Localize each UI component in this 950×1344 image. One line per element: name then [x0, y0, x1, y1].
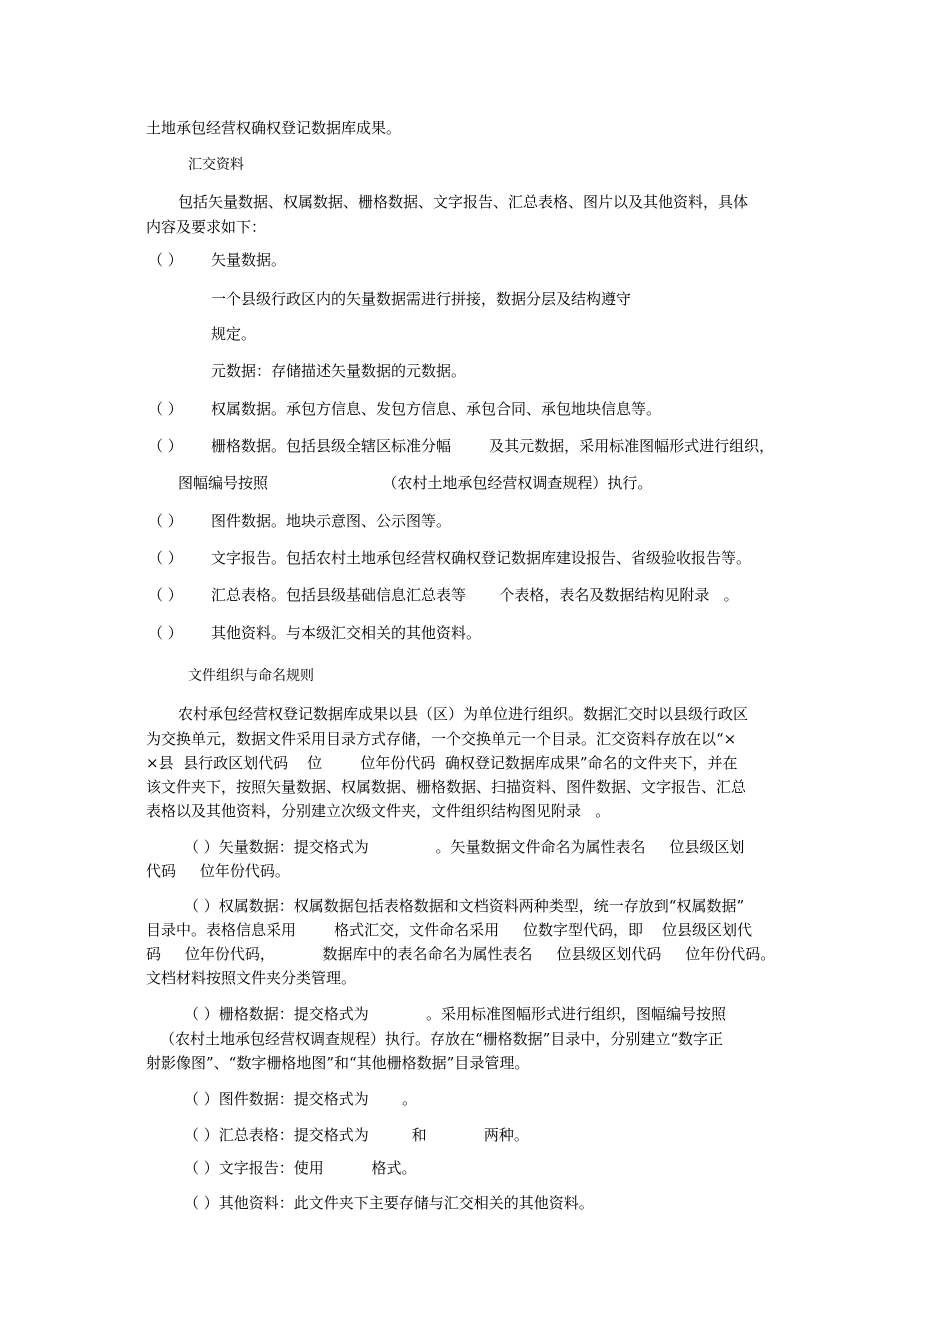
text-line: 目录中。表格信息采用 格式汇交，文件命名采用 位数字型代码，即 位县级区划代	[146, 921, 753, 939]
text-line: ×县 县行政区划代码 位 位年份代码 确权登记数据库成果”命名的文件夹下，并在	[146, 754, 738, 772]
text-line: 码 位年份代码， 数据库中的表名命名为属性表名 位县级区划代码 位年份代码。	[146, 945, 776, 963]
list-item: 汇总表格。包括县级基础信息汇总表等 个表格，表名及数据结构见附录 。	[211, 586, 739, 604]
list-marker: （ ）	[148, 586, 183, 604]
text-line: 农村承包经营权登记数据库成果以县（区）为单位进行组织。数据汇交时以县级行政区	[178, 705, 749, 723]
list-marker: （ ）	[148, 437, 183, 455]
list-marker: （ ）	[148, 251, 183, 269]
list-marker: （ ）	[148, 624, 183, 642]
text-line: （ ）汇总表格：提交格式为 和 两种。	[184, 1126, 529, 1144]
text-line: 包括矢量数据、权属数据、栅格数据、文字报告、汇总表格、图片以及其他资料，具体	[178, 193, 749, 211]
text-line: 文档材料按照文件夹分类管理。	[146, 969, 357, 987]
text-line: 代码 位年份代码。	[146, 862, 290, 880]
text-line: 土地承包经营权确权登记数据库成果。	[146, 119, 402, 137]
section-heading: 文件组织与命名规则	[188, 668, 314, 684]
text-line: 元数据：存储描述矢量数据的元数据。	[211, 362, 467, 380]
list-marker: （ ）	[148, 512, 183, 530]
list-item: 图件数据。地块示意图、公示图等。	[211, 512, 452, 530]
text-line: 一个县级行政区内的矢量数据需进行拼接，数据分层及结构遵守	[211, 290, 632, 308]
list-item: 其他资料。与本级汇交相关的其他资料。	[211, 624, 482, 642]
list-item: 权属数据。承包方信息、发包方信息、承包合同、承包地块信息等。	[211, 400, 662, 418]
text-line: 图幅编号按照 （农村土地承包经营权调查规程）执行。	[178, 474, 653, 492]
text-line: （ ）图件数据：提交格式为 。	[184, 1090, 418, 1108]
list-marker: （ ）	[148, 549, 183, 567]
section-heading: 汇交资料	[188, 157, 244, 173]
text-line: （ ）文字报告：使用 格式。	[184, 1159, 417, 1177]
text-line: （ ）其他资料：此文件夹下主要存储与汇交相关的其他资料。	[184, 1194, 594, 1212]
list-item: 矢量数据。	[211, 251, 287, 269]
text-line: 表格以及其他资料，分别建立次级文件夹，文件组织结构图见附录 。	[146, 802, 611, 820]
list-marker: （ ）	[148, 400, 183, 418]
text-line: （农村土地承包经营权调查规程）执行。存放在“栅格数据”目录中，分别建立“数字正	[160, 1030, 724, 1048]
text-line: （ ）栅格数据：提交格式为 。采用标准图幅形式进行组织，图幅编号按照	[184, 1005, 726, 1023]
text-line: 为交换单元，数据文件采用目录方式存储，一个交换单元一个目录。汇交资料存放在以“×	[146, 730, 737, 748]
text-line: 内容及要求如下：	[146, 218, 267, 236]
text-line: （ ）权属数据：权属数据包括表格数据和文档资料两种类型，统一存放到“权属数据”	[184, 897, 745, 915]
list-item: 栅格数据。包括县级全辖区标准分幅 及其元数据，采用标准图幅形式进行组织，	[211, 437, 775, 455]
text-line: （ ）矢量数据：提交格式为 。矢量数据文件命名为属性表名 位县级区划	[184, 838, 745, 856]
text-line: 该文件夹下，按照矢量数据、权属数据、栅格数据、扫描资料、图件数据、文字报告、汇总	[146, 778, 747, 796]
list-item: 文字报告。包括农村土地承包经营权确权登记数据库建设报告、省级验收报告等。	[211, 549, 752, 567]
text-line: 规定。	[211, 325, 257, 343]
text-line: 射影像图”、“数字栅格地图”和“其他栅格数据”目录管理。	[146, 1054, 530, 1072]
